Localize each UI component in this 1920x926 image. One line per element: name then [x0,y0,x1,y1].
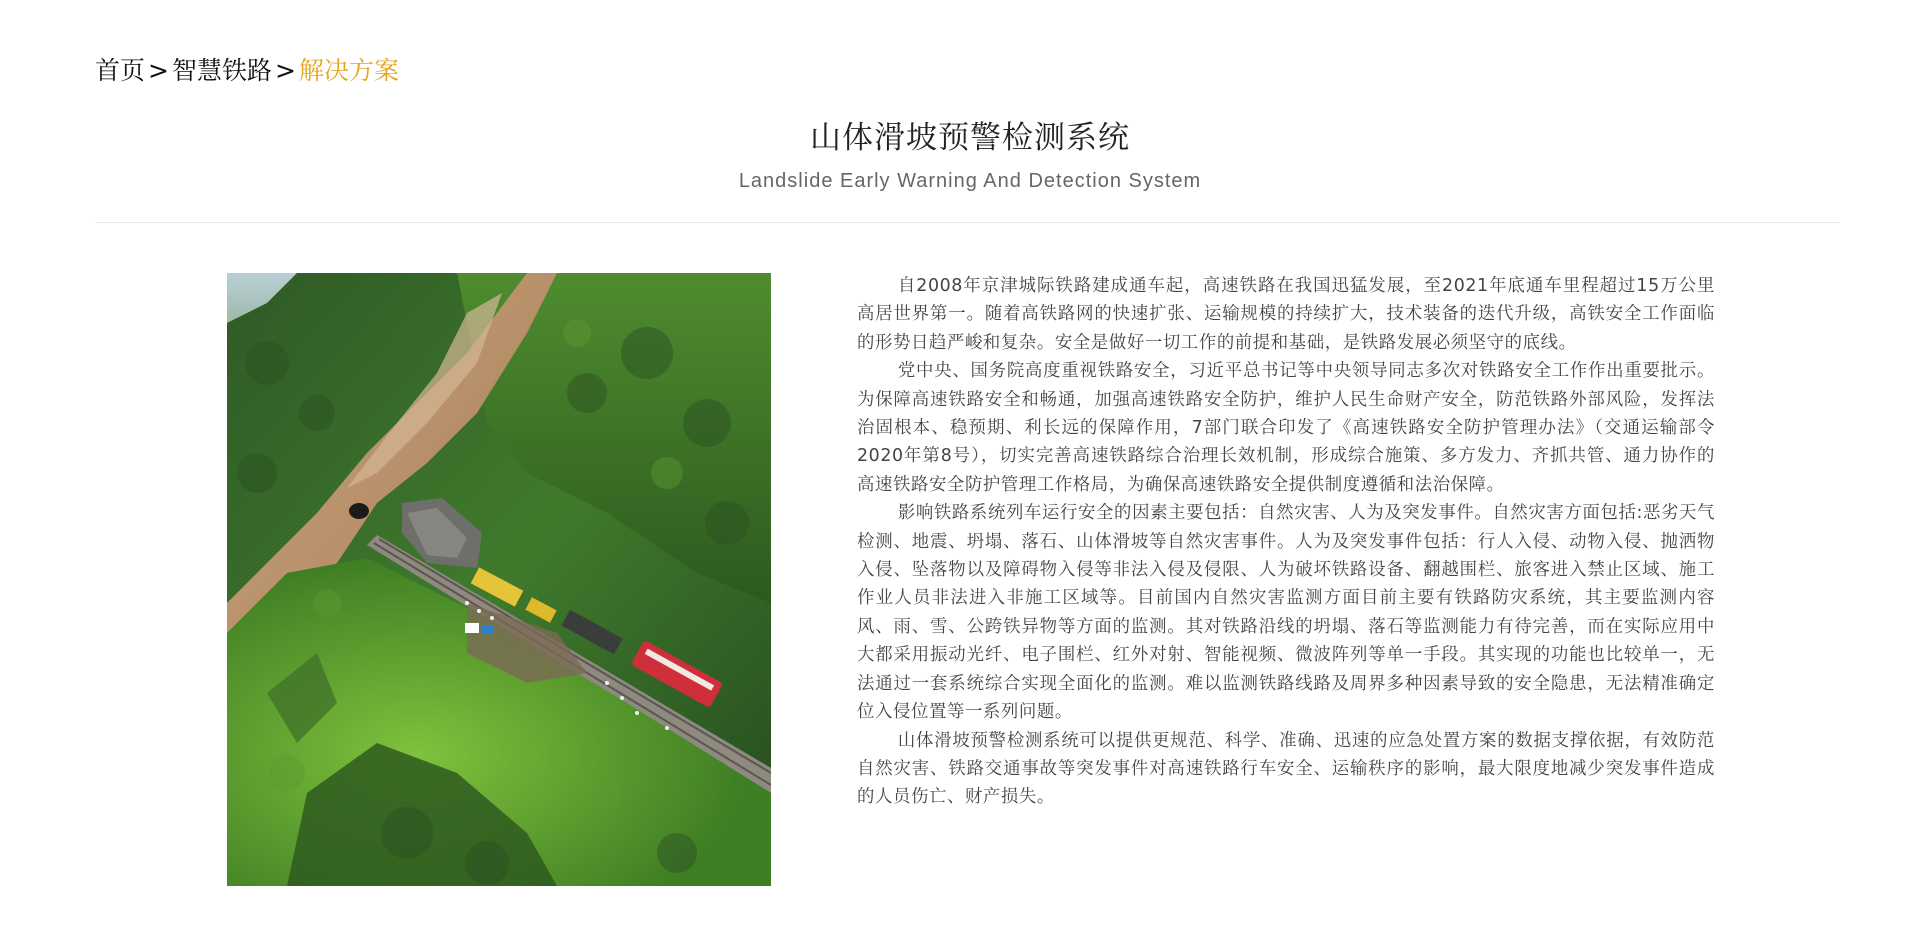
breadcrumb [95,54,399,88]
breadcrumb-current: 解决方案 [298,56,399,85]
article-paragraph: 自2008年京津城际铁路建成通车起，高速铁路在我国迅猛发展，至2021年底通车里程超过15万公里高居世界第一。随着高铁路网的快速扩张、运输规模的持续扩大，技术装备的迭代升级，高铁安全工作面临的形势日趋严峻和复杂。安全是做好一切工作的前提和基础，是铁路发展必须坚守的底线。 [857,276,1715,353]
breadcrumb-home-link[interactable]: 首页 [95,56,146,85]
breadcrumb-section-link[interactable]: 智慧铁路 [171,56,272,85]
header-divider [95,222,1840,223]
landslide-railway-photo [227,273,771,886]
article-paragraph: 党中央、国务院高度重视铁路安全，习近平总书记等中央领导同志多次对铁路安全工作作出重要批示。为保障高速铁路安全和畅通，加强高速铁路安全防护，维护人民生命财产安全，防范铁路外部风险，发挥法治固根本、稳预期、利长远的保障作用，7部门联合印发了《高速铁路安全防护管理办法》（交通运输部令2020年第8号），切实完善高速铁路综合治理长效机制，形成综合施策、多方发力、齐抓共管、通力协作的高速铁路安全防护管理工作格局，为确保高速铁路安全提供制度遵循和法治保障。 [857,361,1715,495]
breadcrumb-separator: > [148,56,169,85]
breadcrumb-separator: > [274,56,296,85]
article-paragraph: 山体滑坡预警检测系统可以提供更规范、科学、准确、迅速的应急处置方案的数据支撑依据，有效防范自然灾害、铁路交通事故等突发事件对高速铁路行车安全、运输秩序的影响，最大限度地减少突发事件造成的人员伤亡、财产损失。 [857,730,1715,808]
article-paragraph: 影响铁路系统列车运行安全的因素主要包括：自然灾害、人为及突发事件。自然灾害方面包括:恶劣天气检测、地震、坍塌、落石、山体滑坡等自然灾害事件。人为及突发事件包括：行人入侵、动物入侵、抛洒物入侵、坠落物以及障碍物入侵等非法入侵及侵限、人为破坏铁路设备、翻越围栏、旅客进入禁止区域、施工作业人员非法进入非施工区域等。目前国内自然灾害监测方面目前主要有铁路防灾系统，其主要监测内容风、雨、雪、公跨铁异物等方面的监测。其对铁路沿线的坍塌、落石等监测能力有待完善，而在实际应用中大都采用振动光纤、电子围栏、红外对射、智能视频、微波阵列等单一手段。其实现的功能也比较单一，无法通过一套系统综合实现全面化的监测。难以监测铁路线路及周界多种因素导致的安全隐患，无法精准确定位入侵位置等一系列问题。 [857,503,1715,723]
page-title: 山体滑坡预警检测系统 [810,120,1130,156]
article-body [857,272,1715,812]
page-subtitle: Landslide Early Warning And Detection System [738,170,1202,192]
page-header [0,116,1920,194]
